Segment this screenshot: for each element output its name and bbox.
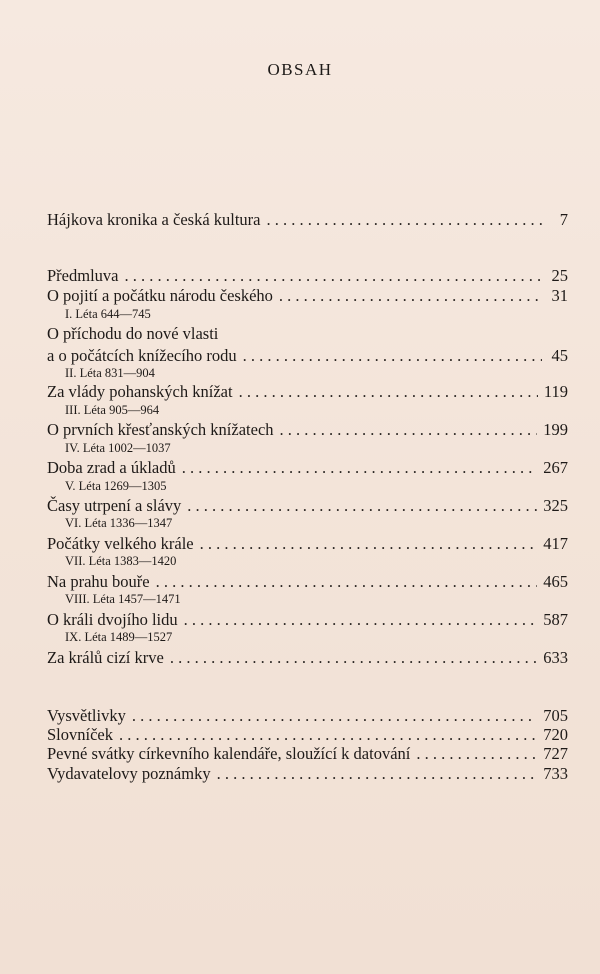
toc-appendix-entry[interactable] [47,764,568,786]
toc-page-number: 119 [543,382,568,401]
toc-entry-label: Za vlády pohanských knížat [47,382,233,401]
toc-entry-years: I. Léta 644—745 [65,307,151,321]
toc-entry-label: O příchodu do nové vlasti [47,324,219,343]
toc-entry-label: a o počátcích knížecího rodu [47,346,237,365]
toc-entry-label: O prvních křesťanských knížatech [47,420,274,439]
toc-page-number: 727 [543,744,568,763]
toc-entry-label: Pevné svátky církevního kalendáře, sloužící k datování [47,744,411,763]
toc-page-number: 417 [543,534,568,553]
toc-entry[interactable] [47,382,568,404]
toc-entry[interactable] [47,346,568,368]
toc-entry[interactable] [47,572,568,594]
toc-entry-label: Časy utrpení a slávy [47,496,182,515]
dot-leader [170,648,537,668]
toc-entry[interactable] [47,420,568,442]
toc-entry-intro[interactable] [47,210,568,232]
toc-entry-label: Na prahu bouře [47,572,150,591]
toc-page-number: 587 [543,610,568,629]
toc-entry[interactable] [47,610,568,632]
dot-leader [200,534,538,554]
toc-page-number: 733 [543,764,568,783]
toc-entry[interactable] [47,648,568,670]
toc-page-number: 325 [543,496,568,515]
toc-page-number: 465 [543,572,568,591]
dot-leader [184,610,538,630]
dot-leader [239,382,538,402]
toc-entry-label: O králi dvojího lidu [47,610,178,629]
dot-leader [280,420,538,440]
page-title: OBSAH [267,60,333,79]
toc-entry-label: Předmluva [47,266,119,285]
dot-leader [279,286,542,306]
toc-page-number: 25 [551,266,568,285]
toc-page-number: 720 [543,725,568,744]
toc-entry-years: II. Léta 831—904 [65,366,155,380]
toc-entry-years: V. Léta 1269—1305 [65,479,167,493]
toc-entry-years: IV. Léta 1002—1037 [65,441,171,455]
dot-leader [217,764,538,784]
toc-page-number: 7 [559,210,568,229]
toc-entry-years: IX. Léta 1489—1527 [65,630,173,644]
dot-leader [187,496,537,516]
dot-leader [267,210,542,230]
toc-page-number: 45 [551,346,568,365]
toc-page-number: 267 [543,458,568,477]
toc-entry-line1[interactable] [47,324,568,346]
toc-entry-years: VII. Léta 1383—1420 [65,554,177,568]
toc-page-number: 31 [551,286,568,305]
toc-entry-years: VI. Léta 1336—1347 [65,516,173,530]
toc-page-number: 705 [543,706,568,725]
toc-appendix-entry[interactable] [47,744,568,766]
toc-entry-label: Vydavatelovy poznámky [47,764,211,783]
dot-leader [182,458,538,478]
toc-entry-label: Slovníček [47,725,113,744]
toc-page-number: 199 [543,420,568,439]
toc-entry-label: O pojití a počátku národu českého [47,286,273,305]
toc-entry[interactable] [47,266,568,288]
toc-entry[interactable] [47,286,568,308]
toc-entry-label: Za králů cizí krve [47,648,164,667]
dot-leader [132,706,537,726]
dot-leader [119,725,537,745]
toc-entry[interactable] [47,458,568,480]
toc-entry-label: Počátky velkého krále [47,534,194,553]
dot-leader [416,744,537,764]
toc-entry-label: Doba zrad a úkladů [47,458,176,477]
toc-page-number: 633 [543,648,568,667]
dot-leader [125,266,543,286]
toc-entry-years: III. Léta 905—964 [65,403,160,417]
dot-leader [156,572,538,592]
toc-entry-years: VIII. Léta 1457—1471 [65,592,181,606]
toc-entry-label: Vysvětlivky [47,706,126,725]
toc-entry-label: Hájkova kronika a česká kultura [47,210,261,229]
dot-leader [243,346,542,366]
toc-entry[interactable] [47,496,568,518]
toc-entry[interactable] [47,534,568,556]
